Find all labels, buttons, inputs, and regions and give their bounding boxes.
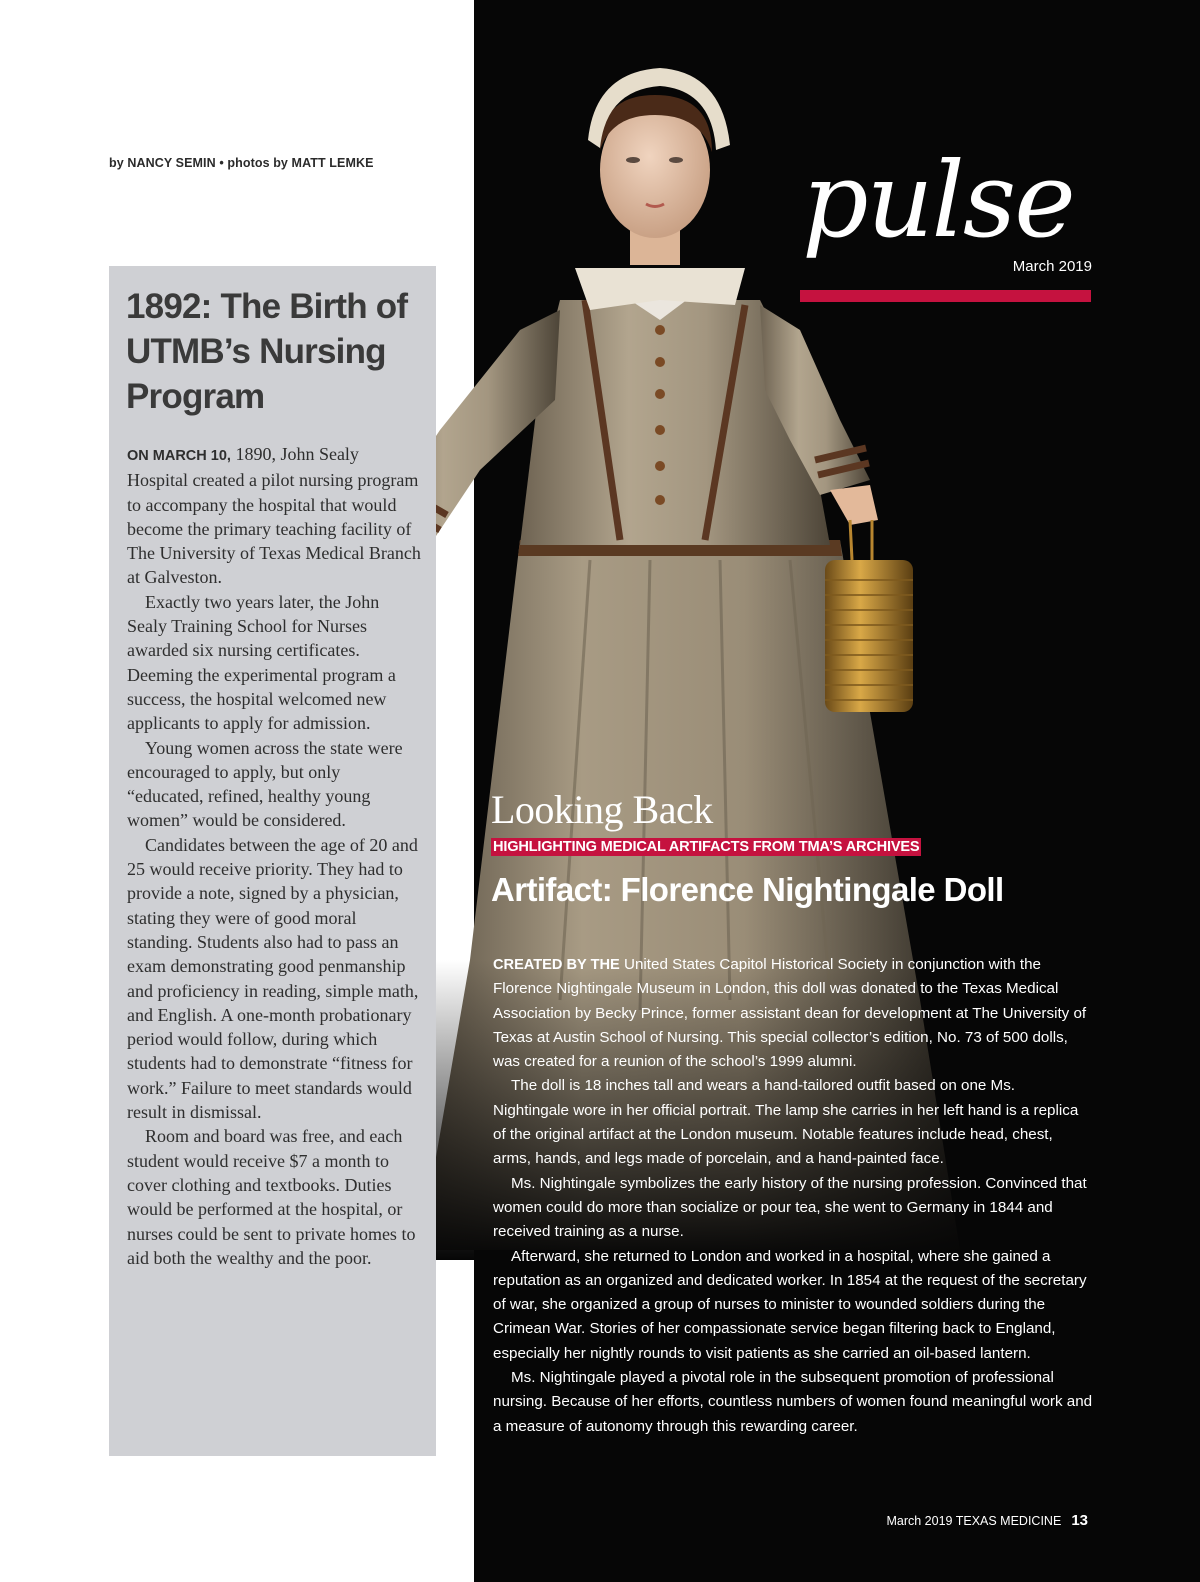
article-paragraph: The doll is 18 inches tall and wears a hand-tailored outfit based on one Ms. Nightingale wore in her official portrait. The lamp she carries in her left hand is a replica of the original artifact at the London museum. Notable features include head, chest, arms, hands, and legs made of porcelain, and a hand-painted face. xyxy=(493,1077,1079,1168)
byline: by NANCY SEMIN • photos by MATT LEMKE xyxy=(109,156,374,170)
sidebar-body xyxy=(127,442,421,1270)
sidebar-paragraph: Exactly two years later, the John Sealy Training School for Nurses awarded six nursing certificates. Deeming the experimental program a success, the hospital welcomed new applicants to apply for admission. xyxy=(127,591,396,734)
article-paragraph: Ms. Nightingale symbolizes the early history of the nursing profession. Convinced that women could do more than socialize or pour tea, she went to Germany in 1844 and received training as a nurse. xyxy=(493,1174,1087,1241)
kicker: HIGHLIGHTING MEDICAL ARTIFACTS FROM TMA’S ARCHIVES xyxy=(493,839,920,855)
sidebar-title: 1892: The Birth of UTMB’s Nursing Program xyxy=(126,287,408,416)
sidebar-lead: ON MARCH 10, xyxy=(127,448,231,464)
article-paragraph: Ms. Nightingale played a pivotal role in the subsequent promotion of professional nursing. Because of her efforts, countless numbers of women found meaningful work and a measure of autonomy through this rewarding career. xyxy=(493,1369,1093,1435)
issue-date: March 2019 xyxy=(1012,258,1092,275)
sidebar-paragraph: Candidates between the age of 20 and 25 would receive priority. They had to provide a note, signed by a physician, stating they were of good moral standing. Students also had to pass an exam demonstrating good penmanship and proficiency in reading, simple math, and English. A one-month probationary period would follow, during which students had to demonstrate “fitness for work.” Failure to meet standards would result in dismissal. xyxy=(127,834,419,1123)
article-body xyxy=(493,953,1093,1439)
headline: Artifact: Florence Nightingale Doll xyxy=(491,871,1004,908)
article-paragraph: CREATED BY THE United States Capitol Historical Society in conjunction with the Florence Nightingale Museum in London, this doll was donated to the Texas Medical Association by Becky Prince, former assistant dean for development at The University of Texas at Austin School of Nursing. This special collector’s edition, No. 73 of 500 dolls, was created for a reunion of the school’s 1999 alumni. xyxy=(493,956,1087,1071)
section-masthead: pulse xyxy=(802,139,1074,261)
footer-issue: March 2019 TEXAS MEDICINE xyxy=(886,1514,1062,1528)
page-footer xyxy=(886,1512,1088,1529)
section-title: Looking Back xyxy=(491,787,713,832)
accent-rule xyxy=(800,290,1091,302)
sidebar-paragraph: Young women across the state were encouraged to apply, but only “educated, refined, healthy young women” would be considered. xyxy=(127,737,403,831)
article-paragraph: Afterward, she returned to London and worked in a hospital, where she gained a reputation as an organized and dedicated worker. In 1854 at the request of the secretary of war, she organized a group of nurses to minister to wounded soldiers during the Crimean War. Stories of her compassionate service began filtering back to England, especially her nightly rounds to visit patients as she carried an oil-based lantern. xyxy=(493,1247,1087,1362)
page-number: 13 xyxy=(1071,1512,1088,1529)
sidebar-paragraph: Room and board was free, and each student would receive $7 a month to cover clothing and textbooks. Duties would be performed at the hospital, or nurses could be sent to private homes to aid both the wealthy and the poor. xyxy=(127,1126,416,1268)
article-lead: CREATED BY THE xyxy=(493,957,620,973)
sidebar-paragraph: ON MARCH 10, 1890, John Sealy Hospital created a pilot nursing program to accompany the hospital that would become the primary teaching facility of The University of Texas Medical Branch at Galveston. xyxy=(127,444,421,588)
